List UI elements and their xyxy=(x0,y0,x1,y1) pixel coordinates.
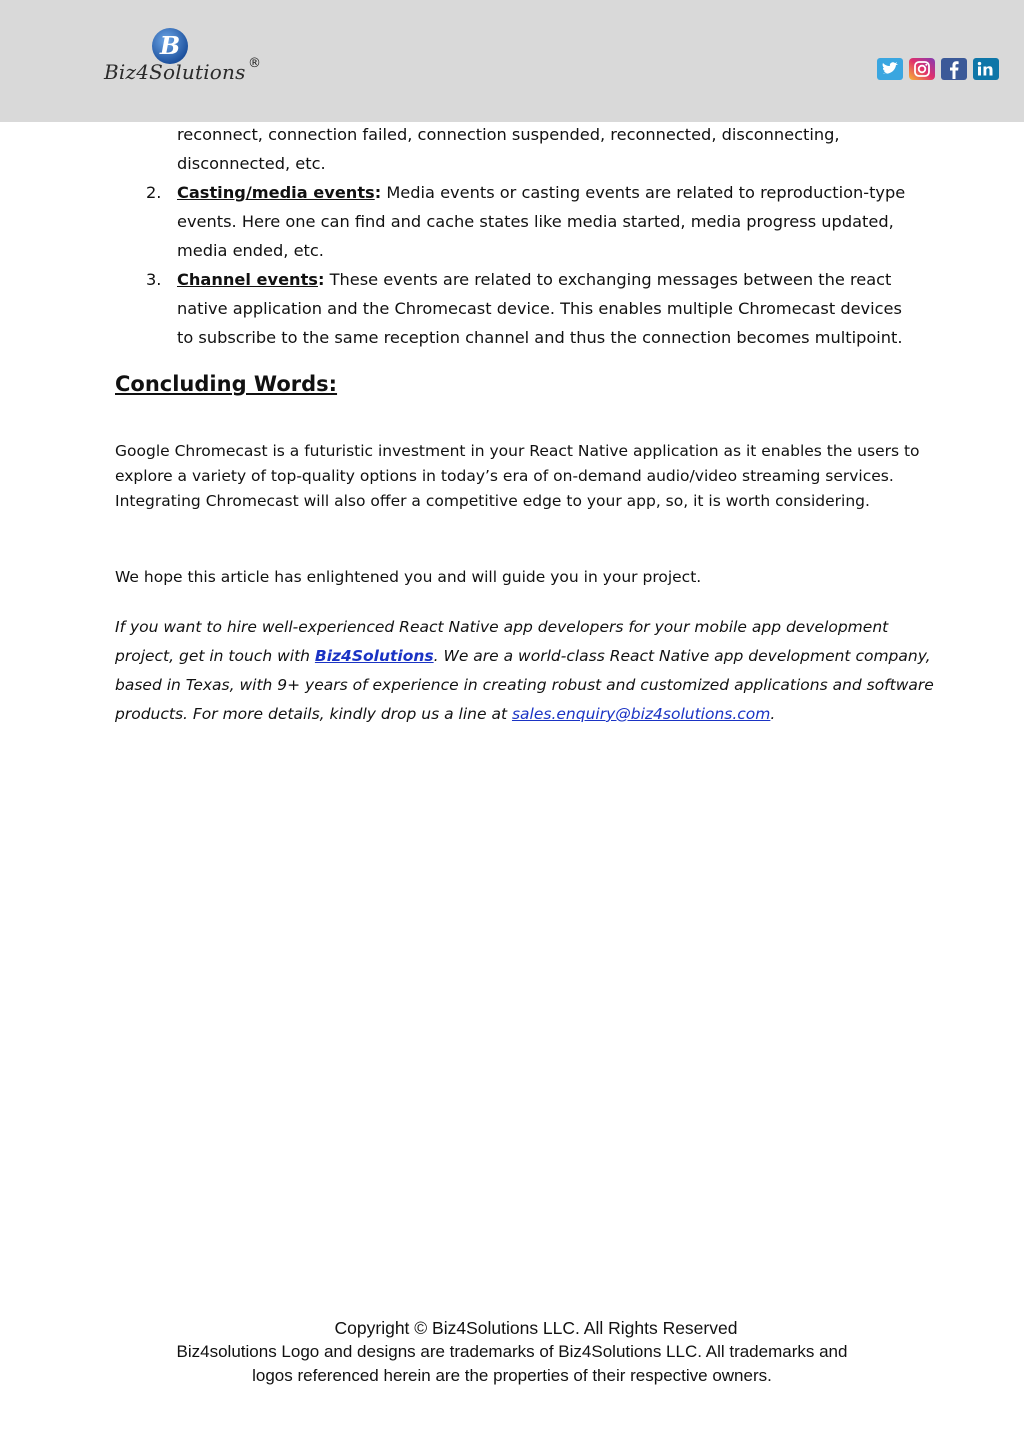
list-item-1-continuation-line2: disconnected, etc. xyxy=(177,154,326,173)
list-item-2-line1 xyxy=(177,183,905,202)
footer-trademark-line2: logos referenced herein are the properties of their respective owners. xyxy=(252,1366,772,1385)
logo-text: Biz4Solutions xyxy=(104,60,246,84)
list-item-3-line1 xyxy=(177,270,891,289)
list-item-2-text: Media events or casting events are related to reproduction-type xyxy=(381,183,906,202)
list-item-3-line2: native application and the Chromecast device. This enables multiple Chromecast devices xyxy=(177,299,902,318)
list-item-3-colon: : xyxy=(317,270,325,289)
list-item-3-term: Channel events xyxy=(177,270,318,289)
list-item-2-number: 2. xyxy=(146,183,162,202)
list-item-2-term: Casting/media events xyxy=(177,183,375,202)
list-item-1-continuation-line1: reconnect, connection failed, connection suspended, reconnected, disconnecting, xyxy=(177,125,840,144)
list-item-3-line3: to subscribe to the same reception channel and thus the connection becomes multipoint. xyxy=(177,328,903,347)
paragraph-hope: We hope this article has enlightened you and will guide you in your project. xyxy=(115,568,702,586)
social-links xyxy=(877,58,999,80)
footer-trademark-line1: Biz4solutions Logo and designs are trademarks of Biz4Solutions LLC. All trademarks and xyxy=(176,1342,848,1361)
registered-mark: ® xyxy=(248,56,261,71)
contact-text-before: If you want to hire well-experienced React Native app developers for your mobile app development project, get in touch with xyxy=(115,618,889,665)
list-item-2-line3: media ended, etc. xyxy=(177,241,324,260)
page-header xyxy=(0,0,1024,122)
company-logo[interactable] xyxy=(104,22,264,92)
list-item-2-line2: events. Here one can find and cache states like media started, media progress updated, xyxy=(177,212,894,231)
list-item-3-text: These events are related to exchanging messages between the react xyxy=(324,270,892,289)
email-link[interactable]: sales.enquiry@biz4solutions.com xyxy=(511,705,771,723)
facebook-icon[interactable] xyxy=(941,58,967,80)
paragraph-intro: Google Chromecast is a futuristic investment in your React Native application as it enables the users to explore a variety of top-quality options in today’s era of on-demand audio/video streaming services. Integrating Chromecast will also offer a competitive edge to your app, so, it is worth considering. xyxy=(115,442,920,510)
list-item-2-colon: : xyxy=(374,183,382,202)
list-item-3-number: 3. xyxy=(146,270,162,289)
section-heading: Concluding Words: xyxy=(115,372,338,396)
footer-copyright: Copyright © Biz4Solutions LLC. All Rights Reserved xyxy=(334,1318,738,1338)
biz4solutions-link[interactable]: Biz4Solutions xyxy=(314,647,434,665)
twitter-icon[interactable] xyxy=(877,58,903,80)
instagram-icon[interactable] xyxy=(909,58,935,80)
linkedin-icon[interactable] xyxy=(973,58,999,80)
contact-text-end: . xyxy=(770,705,776,723)
svg-text:B: B xyxy=(159,31,181,60)
contact-text-after: . We are a world-class React Native app development company, based in Texas, with 9+ years of experience in creating robust and customized applications and software products. For more details, kindly drop us a line at xyxy=(115,647,934,723)
paragraph-contact xyxy=(115,613,935,729)
